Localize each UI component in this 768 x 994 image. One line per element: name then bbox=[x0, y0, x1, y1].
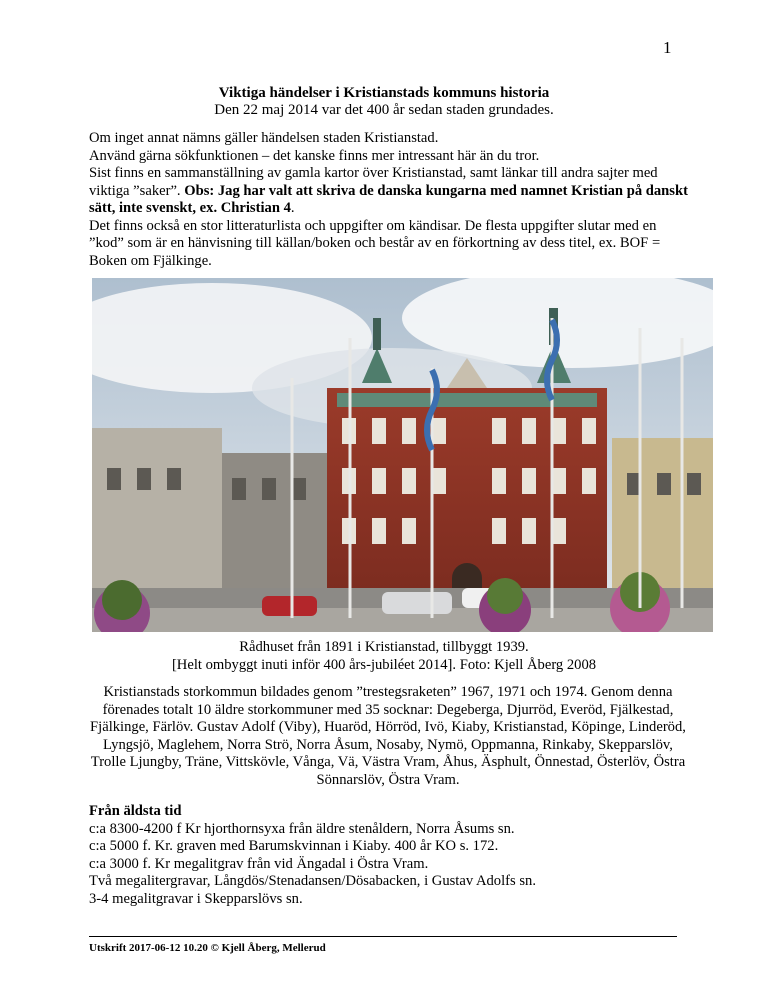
summary-paragraph: Kristianstads storkommun bildades genom ”trestegsraketen” 1967, 1971 och 1974. Genom denna förenades totalt 10 äldre storkommuner med 35 socknar: Degeberga, Djurröd, Everöd, Fjälkestad, Fjälkinge, Färlöv. Gustav Adolf (Viby), Huaröd, Hörröd, Ivö, Kiaby, Kristianstad, Köpinge, Linderöd, Lyngsjö, Maglehem, Norra Strö, Norra Åsum, Nosaby, Nymö, Oppmanna, Rinkaby, Skepparslöv, Trolle Ljungby, Träne, Vittskövle, Vånga, Vä, Västra Vram, Åhus, Äsphult, Önnestad, Österlöv, Östra Sönnarslöv, Östra Vram. bbox=[90, 684, 686, 788]
town-hall-illustration bbox=[92, 278, 713, 632]
intro-text bbox=[89, 130, 689, 270]
town-hall-photo bbox=[92, 278, 713, 632]
section-line: Två megalitergravar, Långdös/Stenadansen/Dösabacken, i Gustav Adolfs sn. bbox=[89, 873, 536, 889]
photo-caption bbox=[0, 638, 768, 674]
section-oldest-times bbox=[89, 803, 689, 908]
section-line: c:a 5000 f. Kr. graven med Barumskvinnan i Kiaby. 400 år KO s. 172. bbox=[89, 838, 499, 854]
intro-line-3-bold: Obs: Jag har valt att skriva de danska kungarna med namnet Kristian på danskt sätt, inte svenskt, ex. Christian 4 bbox=[89, 182, 688, 216]
document-title: Viktiga händelser i Kristianstads kommuns historia bbox=[218, 85, 550, 101]
section-heading: Från äldsta tid bbox=[89, 803, 182, 819]
intro-line-2: Använd gärna sökfunktionen – det kanske finns mer intressant här än du tror. bbox=[89, 147, 540, 164]
intro-paragraph-3 bbox=[89, 165, 689, 218]
intro-line-1: Om inget annat nämns gäller händelsen staden Kristianstad. bbox=[89, 130, 439, 146]
caption-line-1: Rådhuset från 1891 i Kristianstad, tillbyggt 1939. bbox=[239, 639, 529, 655]
section-line: c:a 8300-4200 f Kr hjorthornsyxa från äldre stenåldern, Norra Åsums sn. bbox=[89, 820, 515, 837]
page-number: 1 bbox=[663, 38, 672, 57]
page-footer: Utskrift 2017-06-12 10.20 © Kjell Åberg, Mellerud bbox=[89, 942, 326, 954]
document-subtitle: Den 22 maj 2014 var det 400 år sedan staden grundades. bbox=[214, 102, 554, 118]
caption-line-2: [Helt ombyggt inuti inför 400 års-jubiléet 2014]. Foto: Kjell Åberg 2008 bbox=[171, 657, 597, 673]
section-line: c:a 3000 f. Kr megalitgrav från vid Ängadal i Östra Vram. bbox=[89, 855, 429, 872]
intro-line-3-end: . bbox=[290, 200, 295, 216]
title-block bbox=[0, 85, 768, 119]
intro-line-4: Det finns också en stor litteraturlista och uppgifter om kändisar. De flesta uppgifter slutar med en ”kod” som är en hänvisning till källan/boken och består av en förkortning av dess titel, ex. BOF = Boken om Fjälkinge. bbox=[89, 217, 661, 269]
footer-rule bbox=[89, 936, 677, 937]
intro-line-3-start: Sist finns en sammanställning av gamla kartor över Kristianstad, samt länkar till andra sajter med viktiga ”saker”. bbox=[89, 165, 658, 199]
section-line: 3-4 megalitgravar i Skepparslövs sn. bbox=[89, 890, 303, 907]
